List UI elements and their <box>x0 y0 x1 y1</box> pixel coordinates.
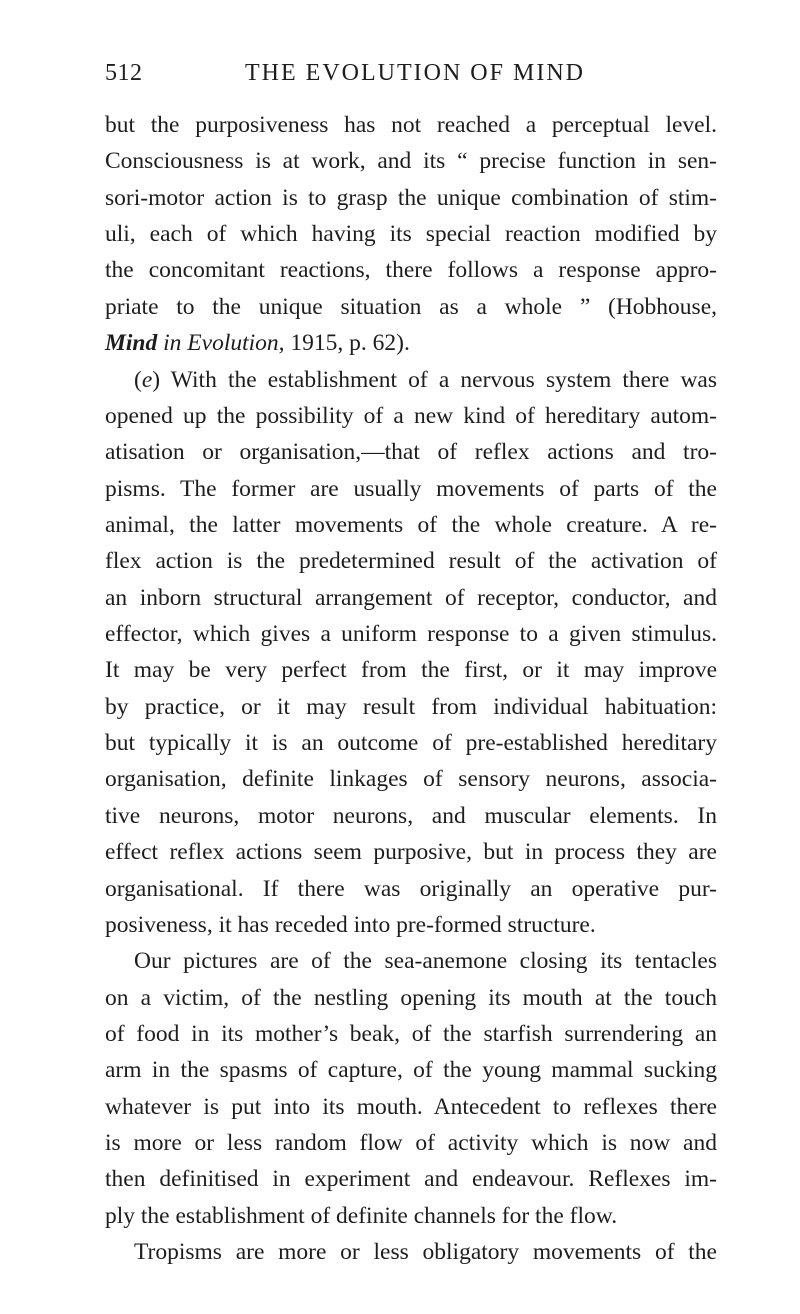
text-line: by practice, or it may result from individual habituation: <box>105 693 717 720</box>
text-line: uli, each of which having its special reaction modified by <box>105 221 717 248</box>
text-line: sori-motor action is to grasp the unique combination of stim- <box>105 184 717 211</box>
book-title-mind: Mind <box>105 330 158 357</box>
text-line: but typically it is an outcome of pre-established hereditary <box>105 730 717 757</box>
text-line: the concomitant reactions, there follows a response appro- <box>105 257 717 284</box>
text-line: pisms. The former are usually movements of parts of the <box>105 475 717 502</box>
text-line: an inborn structural arrangement of receptor, conductor, and <box>105 584 717 611</box>
paren-open: ( <box>134 366 142 393</box>
text-line: It may be very perfect from the first, or it may improve <box>105 657 717 684</box>
text-line: whatever is put into its mouth. Antecedent to reflexes there <box>105 1093 717 1120</box>
text-line-paragraph-start: Tropisms are more or less obligatory movements of the <box>134 1239 717 1266</box>
page-number: 512 <box>105 60 143 86</box>
text-line: then definitised in experiment and endeavour. Reflexes im- <box>105 1166 717 1193</box>
text-line: ply the establishment of definite channels for the flow. <box>105 1202 618 1229</box>
text-line: is more or less random flow of activity which is now and <box>105 1130 717 1157</box>
book-title-in: in <box>163 330 182 357</box>
body-text <box>105 107 717 1271</box>
text-line: effector, which gives a uniform response to a given stimulus. <box>105 621 717 648</box>
running-title: THE EVOLUTION OF MIND <box>245 60 585 86</box>
text-line: organisational. If there was originally an operative pur- <box>105 875 717 902</box>
text-line: organisation, definite linkages of sensory neurons, associa- <box>105 766 717 793</box>
text-line: posiveness, it has receded into pre-formed structure. <box>105 911 596 938</box>
text-line: but the purposiveness has not reached a perceptual level. <box>105 112 717 138</box>
text-line: atisation or organisation,—that of reflex actions and tro- <box>105 439 717 466</box>
citation-year-page: 1915, p. 62). <box>290 330 410 357</box>
paragraph-e-start: ) With the establishment of a nervous system there was <box>152 366 717 393</box>
text-line: Consciousness is at work, and its “ precise function in sen- <box>105 148 717 175</box>
text-line-paragraph-e <box>105 362 717 398</box>
book-title-evolution: Evolution, <box>187 330 285 357</box>
text-line-citation <box>105 325 717 361</box>
text-line: animal, the latter movements of the whole creature. A re- <box>105 511 717 538</box>
text-line: arm in the spasms of capture, of the young mammal sucking <box>105 1057 717 1084</box>
text-line: tive neurons, motor neurons, and muscular elements. In <box>105 802 717 829</box>
text-line: opened up the possibility of a new kind of hereditary autom- <box>105 402 717 429</box>
text-line-paragraph-start: Our pictures are of the sea-anemone closing its tentacles <box>134 948 717 975</box>
text-line: priate to the unique situation as a whole ” (Hobhouse, <box>105 293 717 320</box>
page-header <box>105 60 705 100</box>
text-line: effect reflex actions seem purposive, but in process they are <box>105 839 717 866</box>
text-line: flex action is the predetermined result of the activation of <box>105 548 717 575</box>
section-letter-e: e <box>141 366 153 393</box>
text-line: of food in its mother’s beak, of the starfish surrendering an <box>105 1020 717 1047</box>
text-line: on a victim, of the nestling opening its mouth at the touch <box>105 984 717 1011</box>
